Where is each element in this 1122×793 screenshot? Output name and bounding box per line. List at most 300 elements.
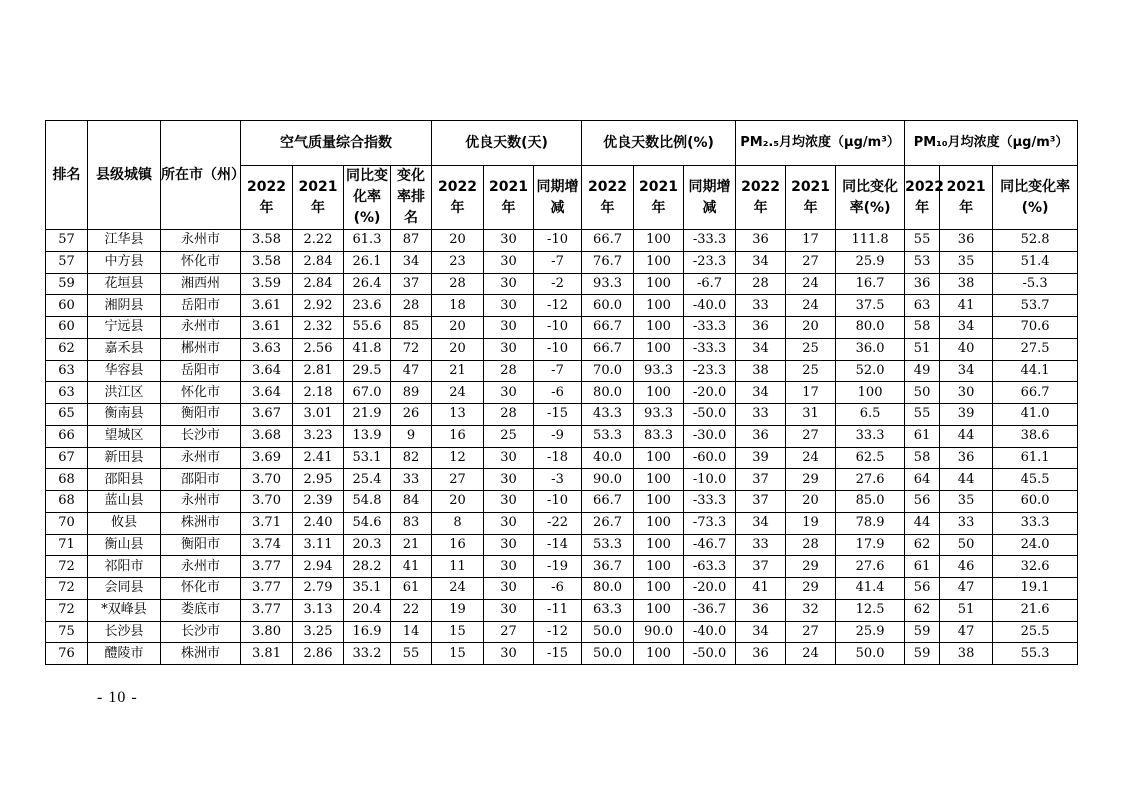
cell-good-ratio-2022: 93.3	[582, 273, 634, 295]
cell-county: 华容县	[88, 360, 161, 382]
cell-aqi-change-rank: 9	[391, 425, 432, 447]
cell-county: 新田县	[88, 447, 161, 469]
header-good-ratio-diff: 同期增减	[684, 166, 736, 230]
cell-good-days-diff: -10	[534, 230, 582, 252]
cell-good-ratio-diff: -50.0	[684, 643, 736, 665]
cell-good-days-2022: 16	[432, 534, 484, 556]
cell-rank: 63	[46, 382, 88, 404]
cell-pm25-2022: 33	[736, 404, 786, 426]
cell-aqi-change-rank: 22	[391, 599, 432, 621]
header-good-days-group: 优良天数(天)	[432, 121, 582, 166]
cell-pm25-change: 52.0	[836, 360, 905, 382]
cell-aqi-2021: 2.22	[293, 230, 344, 252]
cell-good-days-diff: -12	[534, 295, 582, 317]
cell-good-ratio-2021: 100	[634, 251, 684, 273]
cell-good-ratio-diff: -20.0	[684, 382, 736, 404]
cell-pm10-change: 41.0	[993, 404, 1078, 426]
cell-good-ratio-2021: 100	[634, 534, 684, 556]
cell-rank: 57	[46, 251, 88, 273]
cell-good-ratio-2022: 76.7	[582, 251, 634, 273]
cell-aqi-change-rank: 37	[391, 273, 432, 295]
cell-good-days-2022: 23	[432, 251, 484, 273]
cell-pm10-change: 38.6	[993, 425, 1078, 447]
table-row	[46, 273, 1078, 295]
cell-county: 祁阳市	[88, 556, 161, 578]
cell-pm25-2022: 41	[736, 578, 786, 600]
cell-good-ratio-diff: -36.7	[684, 599, 736, 621]
cell-aqi-2021: 2.86	[293, 643, 344, 665]
cell-good-days-diff: -7	[534, 360, 582, 382]
cell-aqi-2022: 3.68	[241, 425, 293, 447]
cell-pm25-2022: 37	[736, 469, 786, 491]
table-row	[46, 338, 1078, 360]
cell-pm25-change: 25.9	[836, 621, 905, 643]
cell-aqi-2021: 2.18	[293, 382, 344, 404]
cell-good-ratio-diff: -30.0	[684, 425, 736, 447]
cell-good-ratio-2022: 26.7	[582, 512, 634, 534]
cell-aqi-change-rank: 82	[391, 447, 432, 469]
cell-pm10-2021: 36	[940, 447, 993, 469]
cell-good-days-2021: 28	[484, 404, 534, 426]
cell-good-ratio-diff: -46.7	[684, 534, 736, 556]
cell-good-days-2022: 13	[432, 404, 484, 426]
cell-aqi-2022: 3.74	[241, 534, 293, 556]
cell-rank: 67	[46, 447, 88, 469]
cell-rank: 60	[46, 295, 88, 317]
cell-good-ratio-2021: 100	[634, 338, 684, 360]
cell-aqi-change: 67.0	[344, 382, 391, 404]
cell-county: *双峰县	[88, 599, 161, 621]
cell-pm10-2022: 58	[905, 317, 940, 339]
cell-aqi-2022: 3.58	[241, 251, 293, 273]
table-row	[46, 621, 1078, 643]
cell-aqi-2021: 2.92	[293, 295, 344, 317]
cell-aqi-change: 25.4	[344, 469, 391, 491]
cell-aqi-2021: 2.32	[293, 317, 344, 339]
cell-good-ratio-diff: -6.7	[684, 273, 736, 295]
header-pm25-2022: 2022年	[736, 166, 786, 230]
cell-good-ratio-2021: 100	[634, 556, 684, 578]
cell-good-days-diff: -19	[534, 556, 582, 578]
cell-aqi-change: 35.1	[344, 578, 391, 600]
cell-pm25-2021: 29	[786, 556, 836, 578]
header-aqi-change-rank: 变化率排名	[391, 166, 432, 230]
cell-pm10-2022: 56	[905, 578, 940, 600]
cell-aqi-change: 20.3	[344, 534, 391, 556]
cell-good-ratio-2022: 66.7	[582, 317, 634, 339]
cell-pm25-2022: 33	[736, 534, 786, 556]
cell-pm25-change: 36.0	[836, 338, 905, 360]
cell-pm25-2021: 24	[786, 295, 836, 317]
cell-good-ratio-2022: 50.0	[582, 621, 634, 643]
cell-pm10-2021: 46	[940, 556, 993, 578]
cell-good-ratio-2021: 100	[634, 491, 684, 513]
cell-good-ratio-2022: 66.7	[582, 491, 634, 513]
cell-pm25-2021: 27	[786, 425, 836, 447]
cell-good-ratio-2022: 66.7	[582, 230, 634, 252]
cell-county: 江华县	[88, 230, 161, 252]
cell-good-days-2021: 27	[484, 621, 534, 643]
cell-good-ratio-2022: 53.3	[582, 425, 634, 447]
cell-county: 醴陵市	[88, 643, 161, 665]
header-pm10-change: 同比变化率(%)	[993, 166, 1078, 230]
cell-pm25-2021: 24	[786, 273, 836, 295]
header-pm25-group: PM₂.₅月均浓度（μg/m³）	[736, 121, 905, 166]
cell-county: 嘉禾县	[88, 338, 161, 360]
cell-pm10-2021: 44	[940, 469, 993, 491]
cell-good-days-diff: -9	[534, 425, 582, 447]
cell-good-days-2022: 12	[432, 447, 484, 469]
cell-aqi-2021: 2.81	[293, 360, 344, 382]
cell-city: 长沙市	[161, 425, 241, 447]
cell-city: 岳阳市	[161, 295, 241, 317]
cell-aqi-2021: 2.84	[293, 273, 344, 295]
cell-aqi-2022: 3.59	[241, 273, 293, 295]
cell-rank: 72	[46, 599, 88, 621]
cell-aqi-change: 21.9	[344, 404, 391, 426]
header-rank: 排名	[46, 121, 88, 230]
header-pm10-2021: 2021年	[940, 166, 993, 230]
cell-rank: 71	[46, 534, 88, 556]
cell-good-days-2022: 20	[432, 230, 484, 252]
cell-good-days-2022: 24	[432, 382, 484, 404]
cell-pm10-2022: 59	[905, 621, 940, 643]
table-row	[46, 317, 1078, 339]
cell-county: 望城区	[88, 425, 161, 447]
cell-good-days-2021: 30	[484, 338, 534, 360]
cell-good-days-2022: 8	[432, 512, 484, 534]
cell-county: 中方县	[88, 251, 161, 273]
cell-pm10-2022: 55	[905, 404, 940, 426]
cell-good-days-diff: -6	[534, 382, 582, 404]
cell-pm25-change: 6.5	[836, 404, 905, 426]
cell-rank: 70	[46, 512, 88, 534]
cell-pm10-2022: 49	[905, 360, 940, 382]
cell-aqi-2021: 2.84	[293, 251, 344, 273]
cell-good-days-2021: 25	[484, 425, 534, 447]
cell-aqi-2022: 3.69	[241, 447, 293, 469]
cell-aqi-change-rank: 72	[391, 338, 432, 360]
cell-good-days-2022: 20	[432, 338, 484, 360]
cell-good-days-2021: 30	[484, 556, 534, 578]
cell-aqi-2022: 3.64	[241, 360, 293, 382]
cell-good-ratio-2021: 83.3	[634, 425, 684, 447]
cell-pm10-2022: 63	[905, 295, 940, 317]
cell-city: 湘西州	[161, 273, 241, 295]
cell-county: 邵阳县	[88, 469, 161, 491]
cell-good-days-diff: -15	[534, 643, 582, 665]
cell-rank: 60	[46, 317, 88, 339]
cell-aqi-change-rank: 55	[391, 643, 432, 665]
cell-pm10-change: 21.6	[993, 599, 1078, 621]
cell-aqi-change: 54.8	[344, 491, 391, 513]
cell-good-days-2021: 30	[484, 273, 534, 295]
cell-pm25-change: 80.0	[836, 317, 905, 339]
cell-county: 会同县	[88, 578, 161, 600]
cell-aqi-2022: 3.61	[241, 295, 293, 317]
cell-pm25-2021: 28	[786, 534, 836, 556]
cell-pm25-2022: 34	[736, 338, 786, 360]
cell-pm25-2021: 20	[786, 491, 836, 513]
cell-pm10-2021: 41	[940, 295, 993, 317]
header-city: 所在市（州）	[161, 121, 241, 230]
cell-pm25-change: 100	[836, 382, 905, 404]
cell-good-days-2022: 27	[432, 469, 484, 491]
cell-rank: 63	[46, 360, 88, 382]
cell-good-days-2021: 30	[484, 469, 534, 491]
cell-good-ratio-diff: -63.3	[684, 556, 736, 578]
cell-pm10-2022: 62	[905, 599, 940, 621]
cell-good-days-2022: 24	[432, 578, 484, 600]
cell-pm25-2021: 20	[786, 317, 836, 339]
cell-pm25-2021: 17	[786, 230, 836, 252]
cell-good-ratio-2021: 100	[634, 512, 684, 534]
cell-aqi-change: 55.6	[344, 317, 391, 339]
cell-aqi-2022: 3.71	[241, 512, 293, 534]
cell-good-days-2021: 30	[484, 491, 534, 513]
cell-aqi-2021: 2.39	[293, 491, 344, 513]
cell-good-ratio-diff: -40.0	[684, 621, 736, 643]
cell-aqi-2021: 3.01	[293, 404, 344, 426]
table-row	[46, 534, 1078, 556]
table-row	[46, 230, 1078, 252]
cell-good-days-2021: 30	[484, 599, 534, 621]
cell-city: 郴州市	[161, 338, 241, 360]
cell-good-days-diff: -7	[534, 251, 582, 273]
cell-good-ratio-2022: 50.0	[582, 643, 634, 665]
cell-city: 永州市	[161, 317, 241, 339]
header-good-ratio-group: 优良天数比例(%)	[582, 121, 736, 166]
cell-aqi-change: 26.4	[344, 273, 391, 295]
table-row	[46, 382, 1078, 404]
cell-good-days-2021: 28	[484, 360, 534, 382]
cell-good-days-diff: -22	[534, 512, 582, 534]
cell-pm25-change: 37.5	[836, 295, 905, 317]
cell-city: 衡阳市	[161, 404, 241, 426]
cell-pm10-2021: 44	[940, 425, 993, 447]
cell-good-ratio-diff: -60.0	[684, 447, 736, 469]
cell-good-ratio-2022: 60.0	[582, 295, 634, 317]
cell-aqi-change-rank: 14	[391, 621, 432, 643]
cell-good-ratio-diff: -23.3	[684, 360, 736, 382]
cell-good-days-diff: -14	[534, 534, 582, 556]
cell-good-ratio-2022: 80.0	[582, 578, 634, 600]
cell-good-days-2021: 30	[484, 643, 534, 665]
cell-aqi-change-rank: 61	[391, 578, 432, 600]
cell-pm25-2021: 27	[786, 621, 836, 643]
cell-good-ratio-diff: -20.0	[684, 578, 736, 600]
cell-good-days-2022: 15	[432, 643, 484, 665]
cell-pm10-2021: 38	[940, 273, 993, 295]
cell-good-days-2022: 21	[432, 360, 484, 382]
cell-pm25-2021: 32	[786, 599, 836, 621]
cell-good-ratio-diff: -33.3	[684, 230, 736, 252]
table-row	[46, 512, 1078, 534]
cell-pm10-2022: 59	[905, 643, 940, 665]
cell-aqi-change-rank: 34	[391, 251, 432, 273]
cell-good-days-2022: 28	[432, 273, 484, 295]
cell-pm10-change: 61.1	[993, 447, 1078, 469]
cell-pm10-2021: 47	[940, 578, 993, 600]
cell-city: 怀化市	[161, 251, 241, 273]
cell-good-days-diff: -15	[534, 404, 582, 426]
cell-pm10-change: 45.5	[993, 469, 1078, 491]
cell-aqi-change-rank: 85	[391, 317, 432, 339]
cell-pm10-2021: 47	[940, 621, 993, 643]
cell-good-ratio-2021: 100	[634, 295, 684, 317]
table-row	[46, 599, 1078, 621]
cell-aqi-change-rank: 47	[391, 360, 432, 382]
cell-pm10-2021: 39	[940, 404, 993, 426]
cell-rank: 59	[46, 273, 88, 295]
cell-good-days-2021: 30	[484, 295, 534, 317]
cell-aqi-2021: 2.94	[293, 556, 344, 578]
header-pm10-group: PM₁₀月均浓度（μg/m³）	[905, 121, 1078, 166]
table-row	[46, 425, 1078, 447]
cell-rank: 57	[46, 230, 88, 252]
cell-pm25-2021: 31	[786, 404, 836, 426]
cell-good-ratio-diff: -10.0	[684, 469, 736, 491]
cell-pm10-change: 55.3	[993, 643, 1078, 665]
cell-city: 永州市	[161, 491, 241, 513]
header-good-days-diff: 同期增减	[534, 166, 582, 230]
cell-aqi-2022: 3.70	[241, 469, 293, 491]
cell-pm10-2021: 35	[940, 251, 993, 273]
cell-good-days-diff: -2	[534, 273, 582, 295]
cell-good-days-2021: 30	[484, 251, 534, 273]
cell-good-days-2022: 15	[432, 621, 484, 643]
cell-pm10-2022: 36	[905, 273, 940, 295]
cell-aqi-2022: 3.61	[241, 317, 293, 339]
cell-county: 花垣县	[88, 273, 161, 295]
cell-good-ratio-2022: 63.3	[582, 599, 634, 621]
cell-aqi-2021: 2.40	[293, 512, 344, 534]
cell-aqi-change: 29.5	[344, 360, 391, 382]
cell-pm10-2022: 56	[905, 491, 940, 513]
cell-pm25-2022: 37	[736, 556, 786, 578]
table-row	[46, 643, 1078, 665]
cell-aqi-change-rank: 87	[391, 230, 432, 252]
cell-pm10-2022: 53	[905, 251, 940, 273]
cell-pm10-change: 70.6	[993, 317, 1078, 339]
cell-aqi-change: 33.2	[344, 643, 391, 665]
header-pm25-2021: 2021年	[786, 166, 836, 230]
cell-pm10-2022: 44	[905, 512, 940, 534]
cell-aqi-change: 26.1	[344, 251, 391, 273]
cell-rank: 62	[46, 338, 88, 360]
cell-pm25-2021: 25	[786, 338, 836, 360]
cell-aqi-change-rank: 84	[391, 491, 432, 513]
cell-pm25-2022: 36	[736, 599, 786, 621]
cell-county: 湘阴县	[88, 295, 161, 317]
cell-pm10-change: 33.3	[993, 512, 1078, 534]
cell-pm10-2021: 33	[940, 512, 993, 534]
cell-pm25-change: 25.9	[836, 251, 905, 273]
cell-pm10-change: 53.7	[993, 295, 1078, 317]
cell-rank: 68	[46, 469, 88, 491]
cell-good-days-diff: -10	[534, 491, 582, 513]
table-row	[46, 556, 1078, 578]
cell-pm25-2022: 38	[736, 360, 786, 382]
cell-aqi-change-rank: 26	[391, 404, 432, 426]
header-aqi-group: 空气质量综合指数	[241, 121, 432, 166]
cell-good-ratio-diff: -33.3	[684, 338, 736, 360]
cell-good-ratio-2021: 93.3	[634, 360, 684, 382]
cell-aqi-2021: 2.95	[293, 469, 344, 491]
cell-aqi-2022: 3.77	[241, 578, 293, 600]
table-row	[46, 360, 1078, 382]
cell-rank: 72	[46, 556, 88, 578]
cell-pm25-2021: 24	[786, 447, 836, 469]
cell-good-ratio-2021: 100	[634, 447, 684, 469]
table-row	[46, 491, 1078, 513]
cell-good-days-diff: -18	[534, 447, 582, 469]
cell-city: 娄底市	[161, 599, 241, 621]
cell-city: 邵阳市	[161, 469, 241, 491]
header-aqi-2022: 2022年	[241, 166, 293, 230]
cell-pm25-2021: 25	[786, 360, 836, 382]
cell-aqi-2022: 3.77	[241, 556, 293, 578]
cell-aqi-2022: 3.70	[241, 491, 293, 513]
cell-pm25-2022: 39	[736, 447, 786, 469]
cell-good-ratio-2021: 100	[634, 643, 684, 665]
header-good-days-2021: 2021年	[484, 166, 534, 230]
cell-aqi-2022: 3.64	[241, 382, 293, 404]
cell-pm25-change: 27.6	[836, 469, 905, 491]
cell-pm25-2021: 29	[786, 578, 836, 600]
cell-good-days-2021: 30	[484, 447, 534, 469]
cell-rank: 72	[46, 578, 88, 600]
cell-aqi-change-rank: 83	[391, 512, 432, 534]
cell-good-ratio-2021: 100	[634, 599, 684, 621]
cell-aqi-change: 61.3	[344, 230, 391, 252]
table-row	[46, 295, 1078, 317]
cell-good-ratio-2022: 43.3	[582, 404, 634, 426]
cell-good-ratio-diff: -33.3	[684, 317, 736, 339]
cell-aqi-2022: 3.67	[241, 404, 293, 426]
cell-pm25-change: 17.9	[836, 534, 905, 556]
cell-pm10-change: 24.0	[993, 534, 1078, 556]
cell-good-ratio-2021: 90.0	[634, 621, 684, 643]
table-row	[46, 447, 1078, 469]
cell-city: 永州市	[161, 556, 241, 578]
cell-pm10-change: 51.4	[993, 251, 1078, 273]
cell-pm25-2021: 17	[786, 382, 836, 404]
cell-aqi-change: 54.6	[344, 512, 391, 534]
cell-good-ratio-diff: -40.0	[684, 295, 736, 317]
cell-good-days-diff: -11	[534, 599, 582, 621]
cell-good-days-2022: 11	[432, 556, 484, 578]
header-aqi-2021: 2021年	[293, 166, 344, 230]
cell-aqi-change: 16.9	[344, 621, 391, 643]
cell-pm10-change: 44.1	[993, 360, 1078, 382]
cell-good-days-diff: -12	[534, 621, 582, 643]
cell-aqi-change: 13.9	[344, 425, 391, 447]
cell-pm25-change: 78.9	[836, 512, 905, 534]
cell-pm25-change: 33.3	[836, 425, 905, 447]
cell-pm10-change: 32.6	[993, 556, 1078, 578]
cell-county: 洪江区	[88, 382, 161, 404]
cell-aqi-2021: 3.23	[293, 425, 344, 447]
table-body	[46, 230, 1078, 665]
cell-rank: 65	[46, 404, 88, 426]
table-row	[46, 251, 1078, 273]
cell-city: 怀化市	[161, 382, 241, 404]
cell-good-ratio-2021: 100	[634, 382, 684, 404]
cell-good-days-2022: 20	[432, 491, 484, 513]
cell-good-ratio-2022: 90.0	[582, 469, 634, 491]
cell-pm25-change: 41.4	[836, 578, 905, 600]
